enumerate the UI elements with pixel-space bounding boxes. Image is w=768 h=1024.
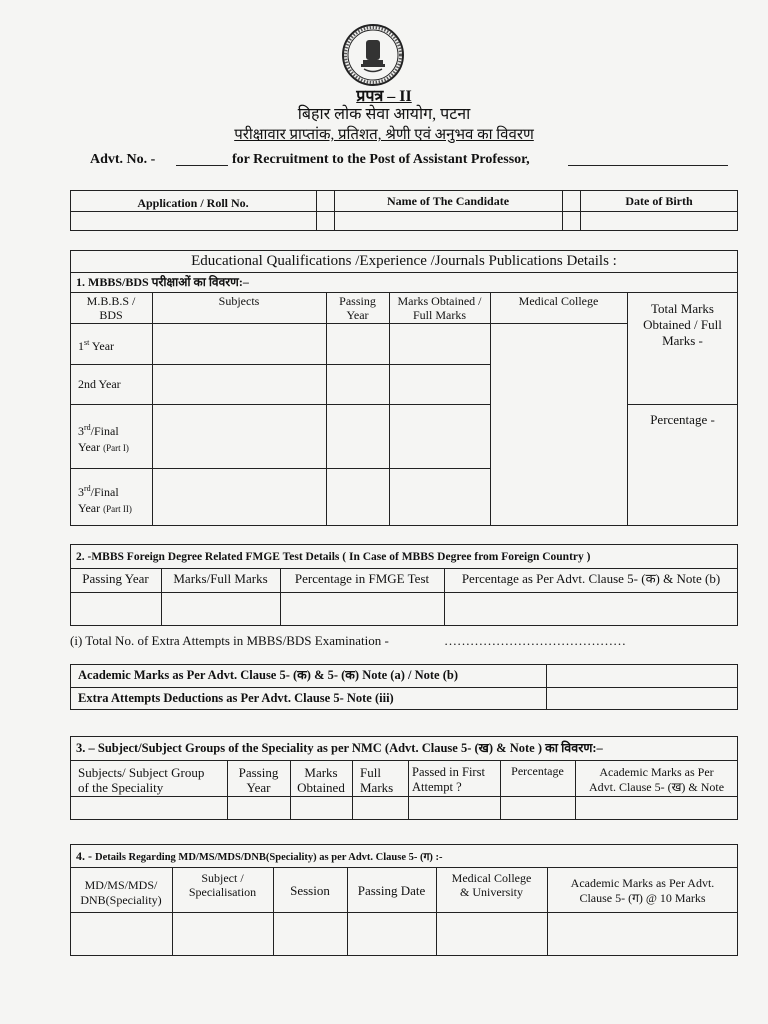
md-specialisation-header: Subject / Specialisation <box>188 871 257 899</box>
speciality-percentage-header: Percentage <box>511 764 564 778</box>
extra-attempts-blank[interactable]: …………………………………… <box>444 633 626 648</box>
speciality-subject-header: Subjects/ Subject Group of the Speciality <box>78 765 205 795</box>
md-academic-marks-header: Academic Marks as Per Advt. Clause 5- (ग) @ 10 Marks <box>570 876 715 905</box>
fmge-marks-header: Marks/Full Marks <box>173 571 268 586</box>
md-college-header: Medical College & University <box>451 871 532 899</box>
form-number: प्रपत्र – II <box>356 88 412 105</box>
fmge-percentage-header: Percentage in FMGE Test <box>294 571 430 586</box>
row-2nd-year: 2nd Year <box>78 377 121 391</box>
speciality-section-title: 3. – Subject/Subject Groups of the Speciality as per NMC (Advt. Clause 5- (ख) & Note ) का विवरण:– <box>76 741 603 755</box>
advt-no-blank[interactable] <box>176 165 228 166</box>
speciality-marks-obtained-header: Marks Obtained <box>297 765 345 795</box>
candidate-name-input[interactable] <box>336 213 560 229</box>
mbbs-column-header: M.B.B.S / BDS <box>86 294 136 322</box>
academic-marks-label: Academic Marks as Per Advt. Clause 5- (क) & 5- (क) Note (a) / Note (b) <box>78 668 458 682</box>
row-3rd-year-part1: 3rd/Final Year (Part I) <box>78 423 129 454</box>
speciality-passing-year-header: Passing Year <box>238 765 279 795</box>
md-section-title: 4. - Details Regarding MD/MS/MDS/DNB(Speciality) as per Advt. Clause 5- (ग) :- <box>76 849 443 863</box>
passing-year-column-header: Passing Year <box>339 294 376 322</box>
total-marks-label: Total Marks Obtained / Full Marks - <box>643 301 722 348</box>
subjects-column-header: Subjects <box>218 294 260 308</box>
row-3rd-year-part2: 3rd/Final Year (Part II) <box>78 484 132 515</box>
commission-name: बिहार लोक सेवा आयोग, पटना <box>297 106 471 123</box>
advt-post-label: for Recruitment to the Post of Assistant Professor, <box>232 152 530 167</box>
speciality-academic-marks-header: Academic Marks as Per Advt. Clause 5- (ख) & Note <box>588 765 725 794</box>
dob-label: Date of Birth <box>625 194 693 208</box>
row-1st-year: 1st Year <box>78 338 115 353</box>
fmge-section-title: 2. -MBBS Foreign Degree Related FMGE Test Details ( In Case of MBBS Degree from Foreign Country ) <box>76 551 591 563</box>
mbbs-section-title: 1. MBBS/BDS परीक्षाओं का विवरण:– <box>76 275 249 289</box>
roll-no-input[interactable] <box>72 213 314 229</box>
first-attempt-header: Passed in First Attempt ? <box>412 765 485 794</box>
md-passing-date-header: Passing Date <box>357 883 426 898</box>
candidate-name-label: Name of The Candidate <box>386 194 510 208</box>
speciality-full-marks-header: Full Marks <box>360 765 394 795</box>
form-subtitle: परीक्षावार प्राप्तांक, प्रतिशत, श्रेणी एवं अनुभव का विवरण <box>234 127 534 143</box>
academic-marks-input[interactable] <box>548 666 736 685</box>
md-degree-header: MD/MS/MDS/ DNB(Speciality) <box>80 878 162 907</box>
deductions-label: Extra Attempts Deductions as Per Advt. Clause 5- Note (iii) <box>78 691 394 705</box>
percentage-label: Percentage - <box>650 412 715 427</box>
fmge-advt-percentage-header: Percentage as Per Advt. Clause 5- (क) & Note (b) <box>461 571 721 586</box>
roll-no-label: Application / Roll No. <box>137 196 249 210</box>
section-heading: Educational Qualifications /Experience /Journals Publications Details : <box>191 253 617 269</box>
marks-obtained-column-header: Marks Obtained / Full Marks <box>397 294 482 322</box>
bpsc-emblem-icon <box>340 22 406 88</box>
advt-post-blank[interactable] <box>568 165 728 166</box>
extra-attempts-label: (i) Total No. of Extra Attempts in MBBS/BDS Examination - <box>70 633 389 648</box>
fmge-passing-year-header: Passing Year <box>82 571 149 586</box>
md-session-header: Session <box>290 883 330 898</box>
dob-input[interactable] <box>582 213 736 229</box>
advt-no-label: Advt. No. - <box>90 152 156 167</box>
deductions-input[interactable] <box>548 689 736 708</box>
medical-college-column-header: Medical College <box>518 294 599 308</box>
